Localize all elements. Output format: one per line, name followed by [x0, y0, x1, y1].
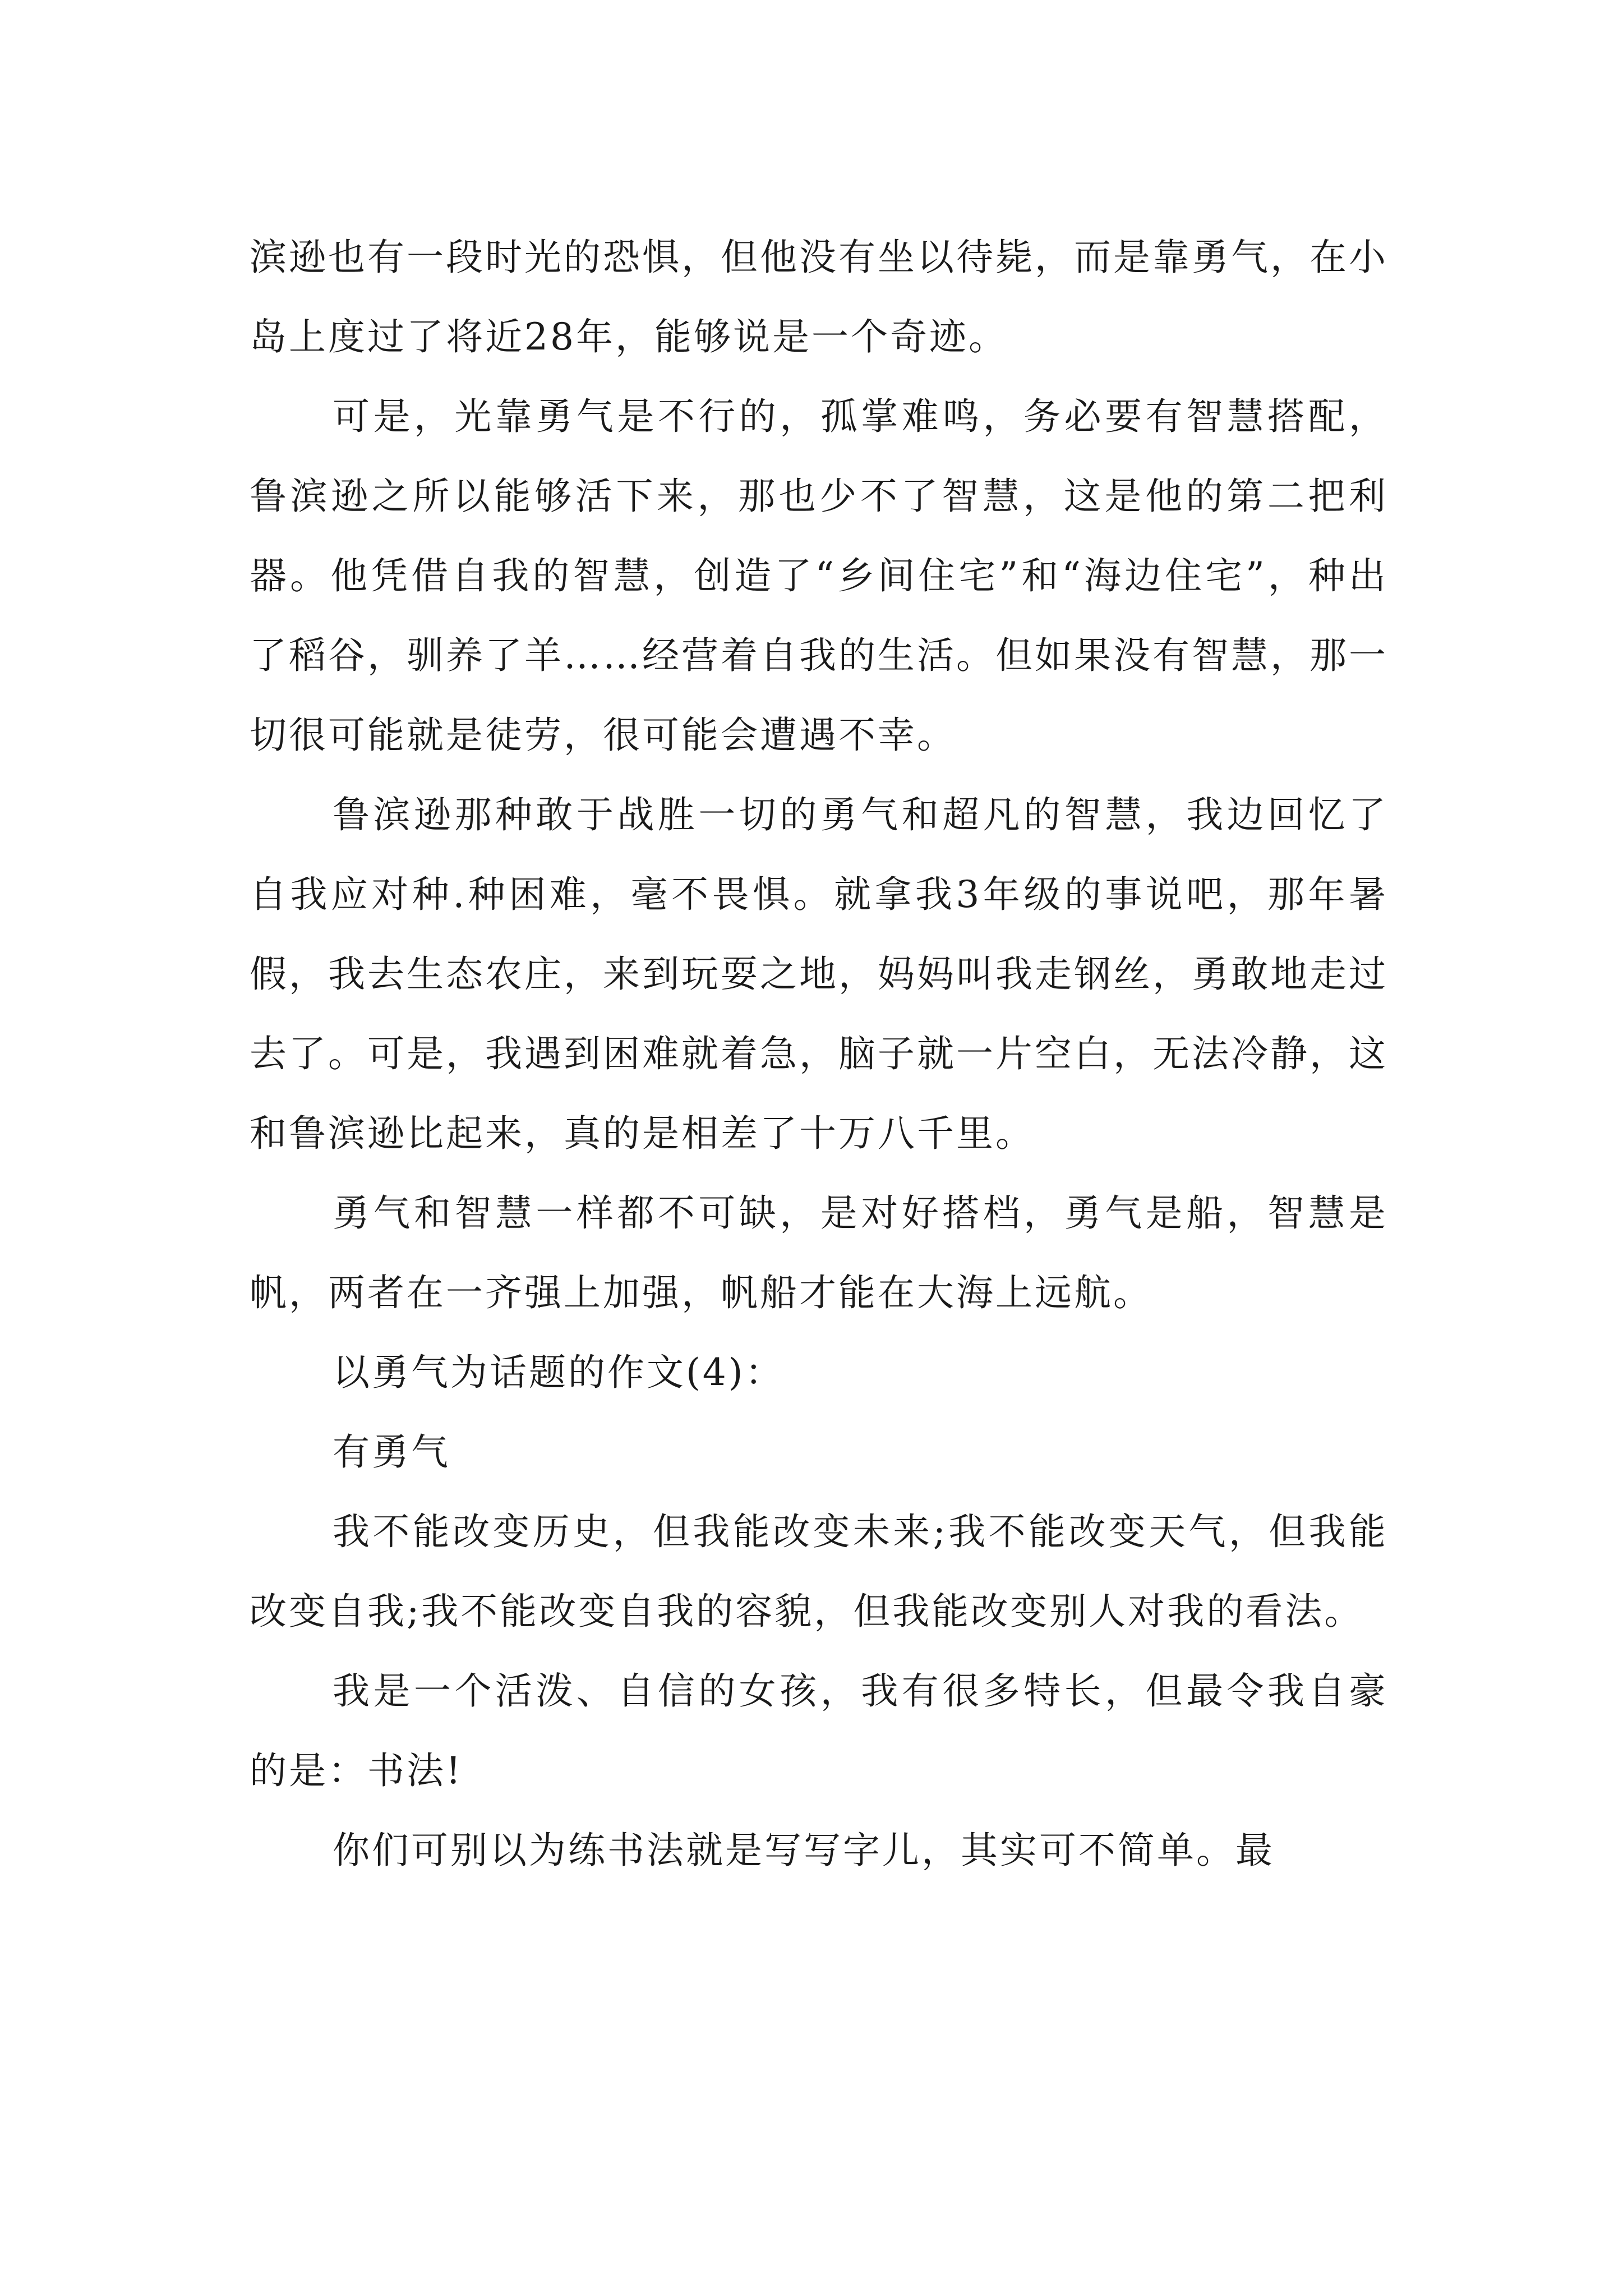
section-heading: 以勇气为话题的作文(4)： [333, 1351, 785, 1394]
paragraph-4: 勇气和智慧一样都不可缺，是对好搭档，勇气是船，智慧是帆，两者在一齐强上加强，帆船才能在大海上远航。 [250, 1191, 1388, 1314]
paragraph-8: 我是一个活泼、自信的女孩，我有很多特长，但最令我自豪的是：书法! [250, 1669, 1388, 1792]
body-text [250, 218, 1388, 1890]
paragraph-3: 鲁滨逊那种敢于战胜一切的勇气和超凡的智慧，我边回忆了自我应对种.种困难，毫不畏惧。就拿我3年级的事说吧，那年暑假，我去生态农庄，来到玩耍之地，妈妈叫我走钢丝，勇敢地走过去了。可是，我遇到困难就着急，脑子就一片空白，无法冷静，这和鲁滨逊比起来，真的是相差了十万八千里。 [250, 793, 1388, 1155]
paragraph-9: 你们可别以为练书法就是写写字儿，其实可不简单。最 [333, 1829, 1275, 1872]
paragraph-2: 可是，光靠勇气是不行的，孤掌难鸣，务必要有智慧搭配，鲁滨逊之所以能够活下来，那也少不了智慧，这是他的第二把利器。他凭借自我的智慧，创造了“乡间住宅”和“海边住宅”，种出了稻谷，驯养了羊……经营着自我的生活。但如果没有智慧，那一切很可能就是徒劳，很可能会遭遇不幸。 [250, 395, 1388, 757]
paragraph-7: 我不能改变历史，但我能改变未来;我不能改变天气，但我能改变自我;我不能改变自我的容貌，但我能改变别人对我的看法。 [250, 1510, 1388, 1633]
essay-title: 有勇气 [333, 1430, 450, 1474]
paragraph-1: 滨逊也有一段时光的恐惧，但他没有坐以待毙，而是靠勇气，在小岛上度过了将近28年，能够说是一个奇迹。 [250, 236, 1388, 358]
